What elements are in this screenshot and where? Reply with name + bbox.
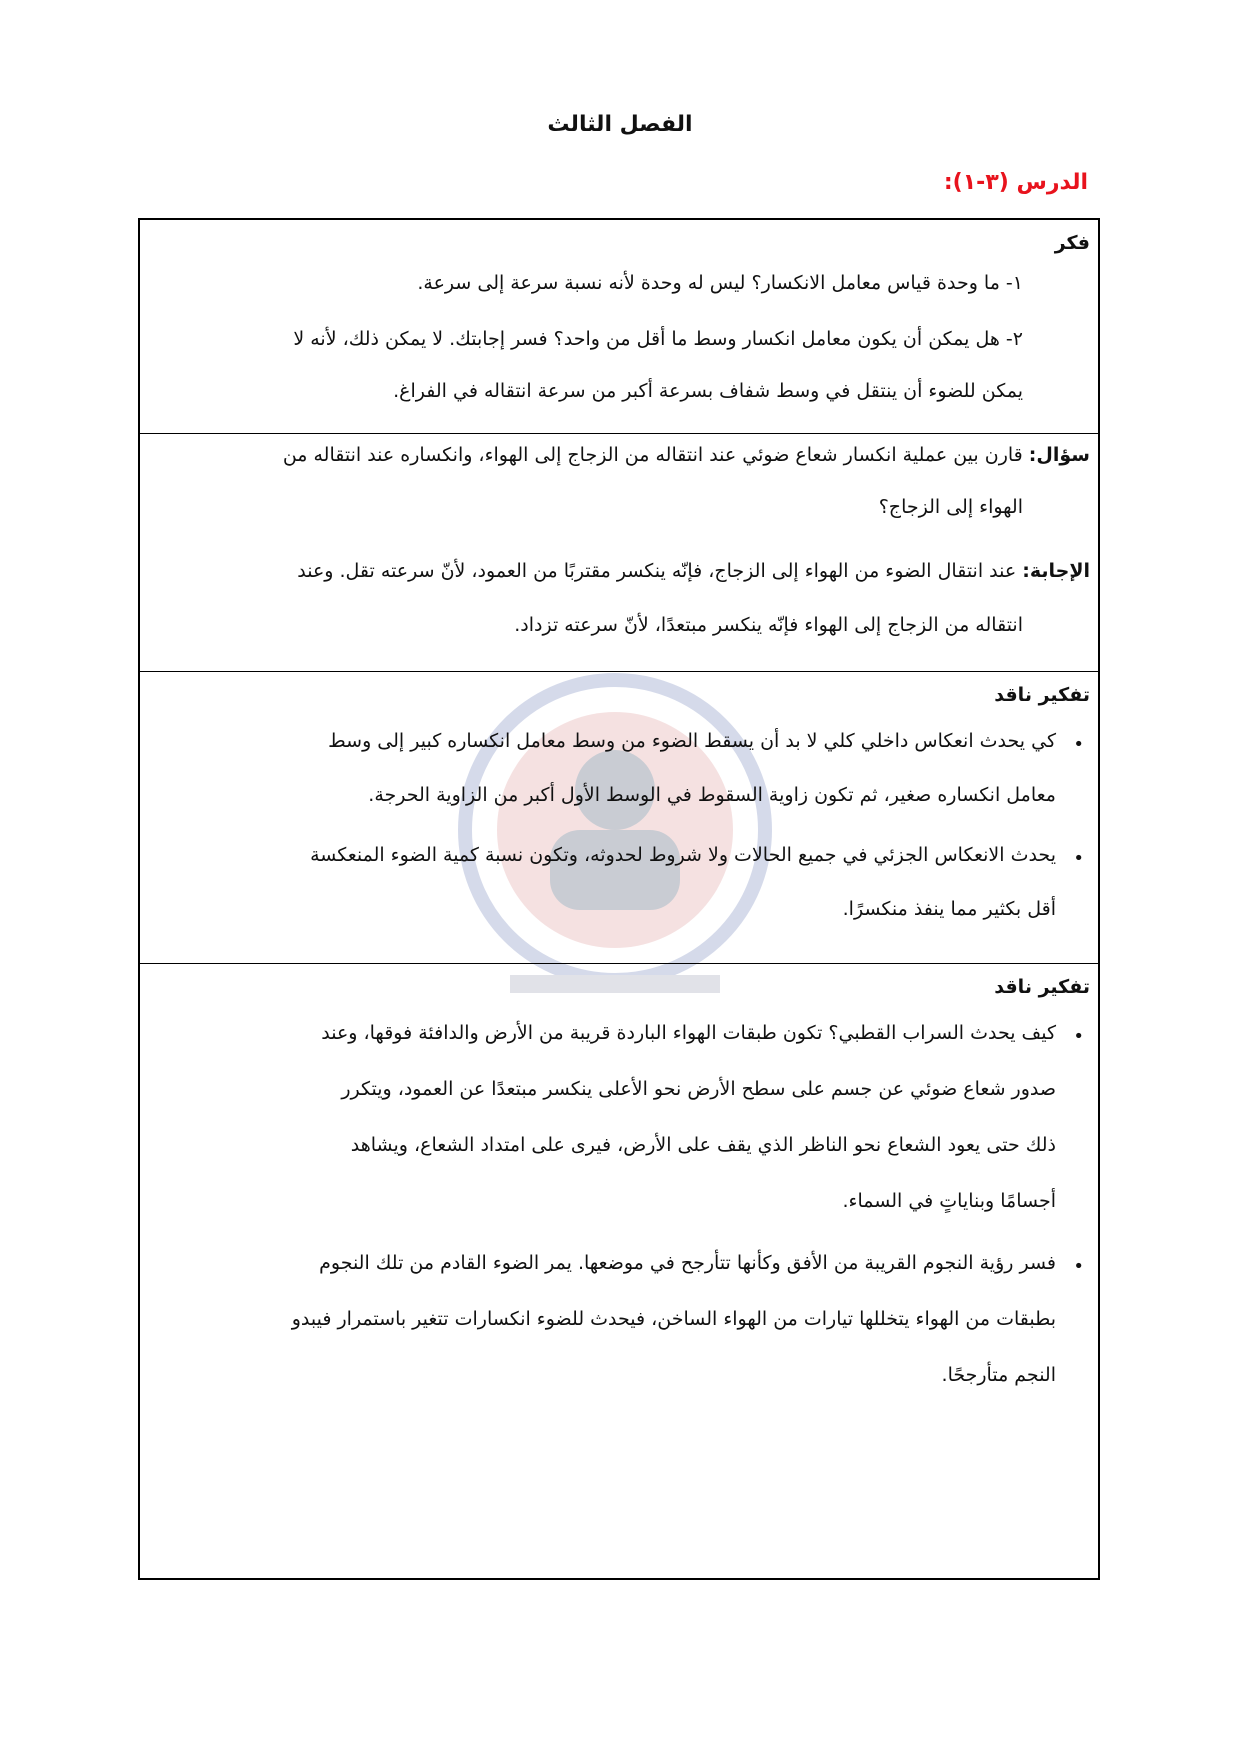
answer-label: الإجابة:	[1022, 560, 1090, 582]
question-text: قارن بين عملية انكسار شعاع ضوئي عند انتقاله من الزجاج إلى الهواء، وانكساره عند انتقاله من	[282, 444, 1029, 466]
critical-heading-1: تفكير ناقد	[994, 684, 1090, 706]
bullet-icon: •	[1073, 848, 1084, 869]
critical2-b2-line3: النجم متأرجحًا.	[941, 1364, 1056, 1386]
question-label: سؤال:	[1028, 444, 1090, 466]
content-frame	[138, 218, 1100, 1580]
critical1-b1-line2: معامل انكساره صغير، ثم تكون زاوية السقوط في الوسط الأول أكبر من الزاوية الحرجة.	[368, 784, 1056, 806]
bullet-icon: •	[1073, 734, 1084, 755]
answer-text: عند انتقال الضوء من الهواء إلى الزجاج، فإنّه ينكسر مقتربًا من العمود، لأنّ سرعته تقل. وعند	[297, 560, 1023, 582]
answer-line2: انتقاله من الزجاج إلى الهواء فإنّه ينكسر مبتعدًا، لأنّ سرعته تزداد.	[514, 614, 1023, 636]
bullet-icon: •	[1073, 1256, 1084, 1277]
critical1-b1-line1: كي يحدث انعكاس داخلي كلي لا بد أن يسقط الضوء من وسط معامل انكساره كبير إلى وسط	[328, 730, 1056, 752]
critical1-b2-line2: أقل بكثير مما ينفذ منكسرًا.	[842, 898, 1056, 920]
critical2-b2-line1: فسر رؤية النجوم القريبة من الأفق وكأنها تتأرجح في موضعها. يمر الضوء القادم من تلك النجوم	[319, 1252, 1056, 1274]
think-heading: فكر	[1054, 232, 1090, 254]
critical2-b1-line4: أجسامًا وبناياتٍ في السماء.	[842, 1190, 1056, 1212]
critical1-b2-line1: يحدث الانعكاس الجزئي في جميع الحالات ولا شروط لحدوثه، وتكون نسبة كمية الضوء المنعكسة	[310, 844, 1056, 866]
critical-heading-2: تفكير ناقد	[994, 976, 1090, 998]
critical2-b1-line1: كيف يحدث السراب القطبي؟ تكون طبقات الهواء الباردة قريبة من الأرض والدافئة فوقها، وعند	[321, 1022, 1056, 1044]
question-section	[140, 434, 1098, 672]
think-q1: ١- ما وحدة قياس معامل الانكسار؟ ليس له وحدة لأنه نسبة سرعة إلى سرعة.	[417, 272, 1023, 294]
critical-thinking-section-2	[140, 964, 1098, 1578]
chapter-title: الفصل الثالث	[547, 112, 693, 137]
question-line1	[283, 444, 1090, 466]
critical-thinking-section-1	[140, 672, 1098, 964]
critical2-b1-line3: ذلك حتى يعود الشعاع نحو الناظر الذي يقف على الأرض، فيرى على امتداد الشعاع، ويشاهد	[350, 1134, 1056, 1156]
think-q2-line2: يمكن للضوء أن ينتقل في وسط شفاف بسرعة أكبر من سرعة انتقاله في الفراغ.	[393, 380, 1023, 402]
think-section	[140, 220, 1098, 434]
critical2-b1-line2: صدور شعاع ضوئي عن جسم على سطح الأرض نحو الأعلى ينكسر مبتعدًا عن العمود، ويتكرر	[341, 1078, 1056, 1100]
think-q2-line1: ٢- هل يمكن أن يكون معامل انكسار وسط ما أقل من واحد؟ فسر إجابتك. لا يمكن ذلك، لأنه لا	[293, 328, 1023, 350]
question-line2: الهواء إلى الزجاج؟	[878, 496, 1023, 518]
bullet-icon: •	[1073, 1026, 1084, 1047]
critical2-b2-line2: بطبقات من الهواء يتخللها تيارات من الهواء الساخن، فيحدث للضوء انكسارات تتغير باستمرار فيبدو	[291, 1308, 1056, 1330]
lesson-title: الدرس (٣-١):	[943, 170, 1088, 195]
answer-line1	[297, 560, 1090, 582]
